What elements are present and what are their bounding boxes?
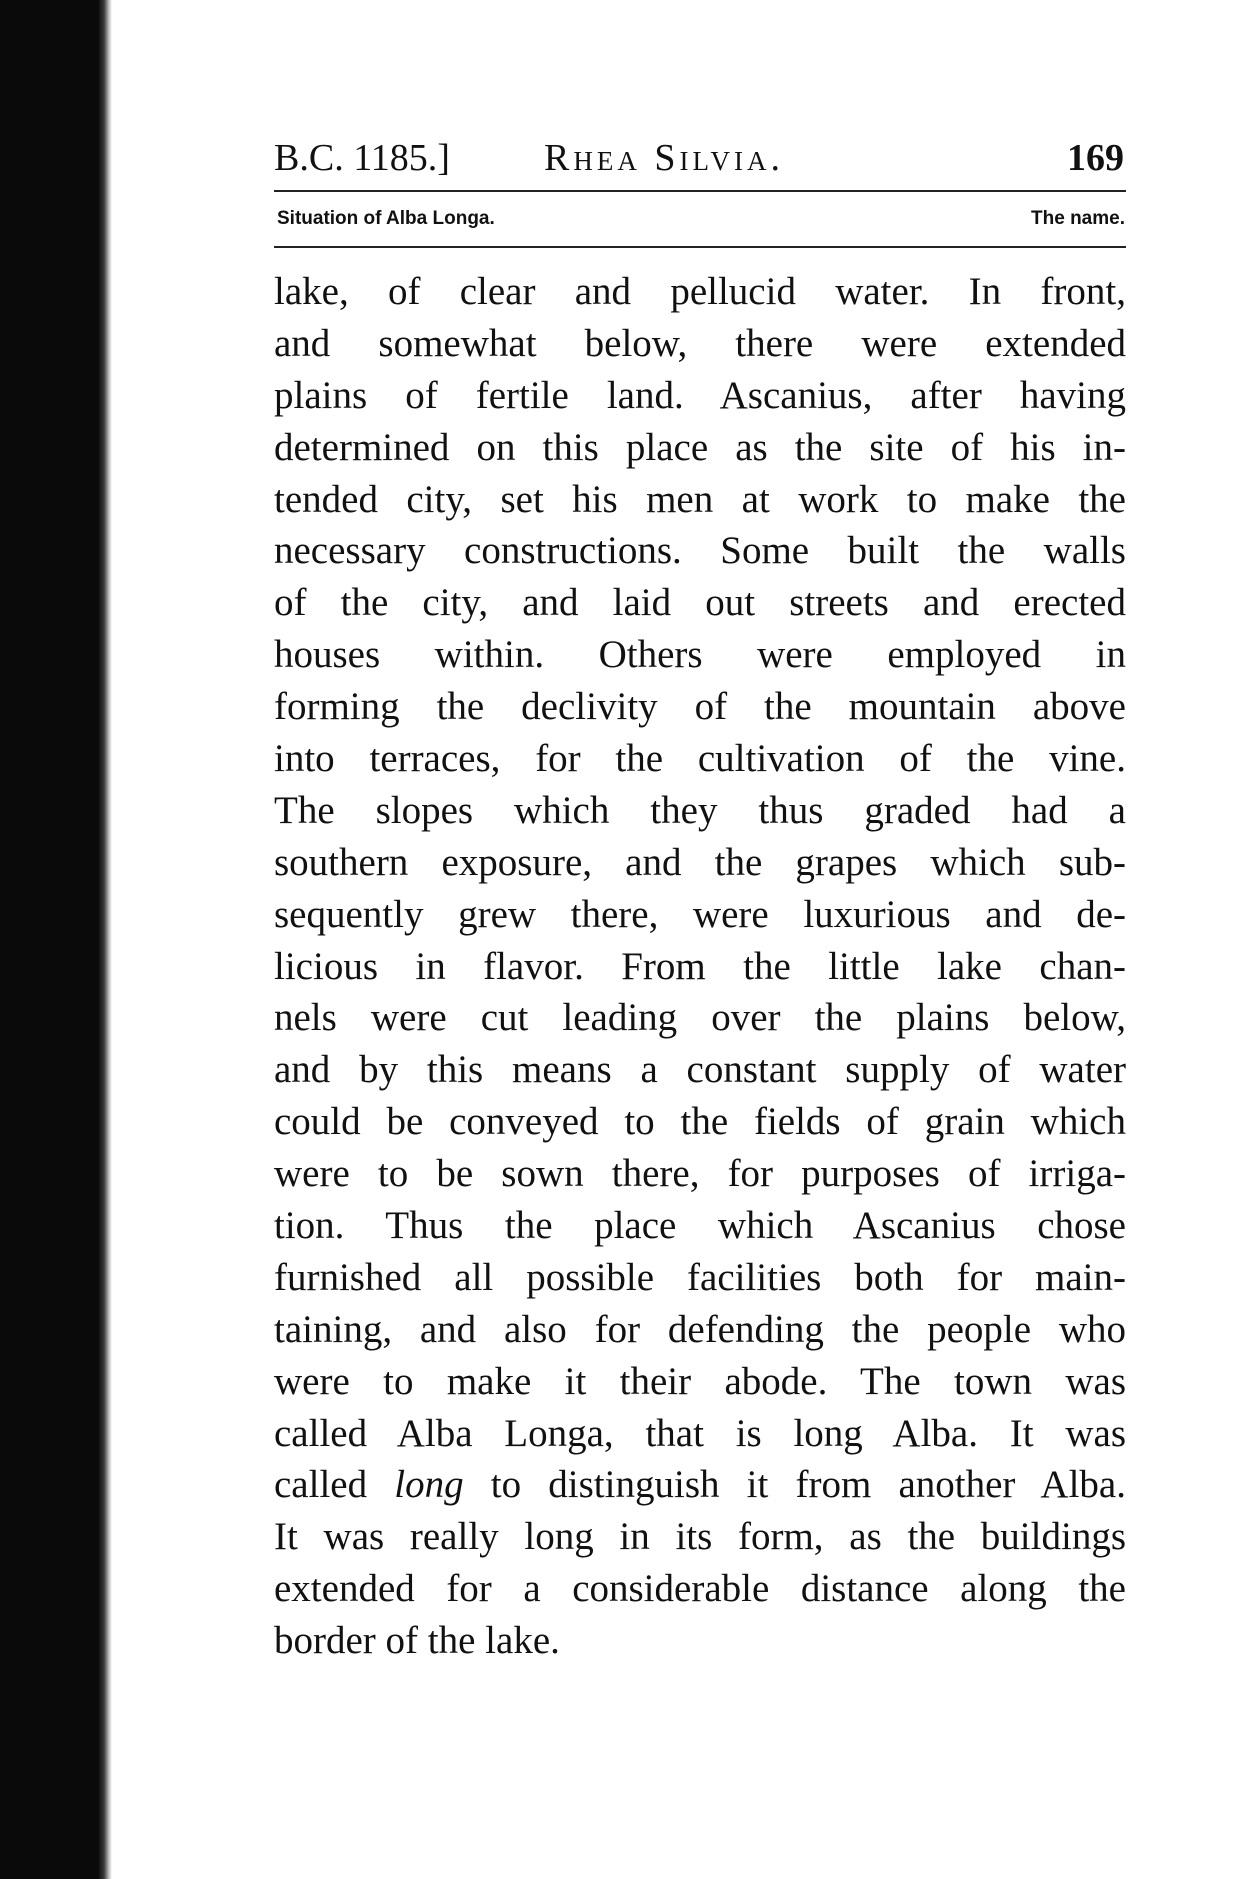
text-line: tended city, set his men at work to make the: [274, 477, 1126, 521]
header-title: Rhea Silvia.: [544, 137, 784, 179]
italic-word: long: [394, 1463, 464, 1507]
text-line: nels were cut leading over the plains below,: [274, 996, 1126, 1040]
text-line: houses within. Others were employed in: [274, 633, 1126, 677]
running-header: [274, 136, 1124, 188]
text-segment: to distinguish it from another Alba.: [463, 1463, 1126, 1507]
text-line: tion. Thus the place which Ascanius chose: [274, 1204, 1126, 1248]
text-line: into terraces, for the cultivation of the vine.: [274, 737, 1126, 781]
text-line: lake, of clear and pellucid water. In front,: [274, 270, 1126, 313]
text-line: and somewhat below, there were extended: [274, 321, 1126, 365]
text-line: furnished all possible facilities both for main-: [274, 1255, 1126, 1299]
text-line: called Alba Longa, that is long Alba. It was: [274, 1411, 1126, 1455]
text-line: of the city, and laid out streets and erected: [274, 581, 1126, 625]
page-binding-edge: [0, 0, 112, 1879]
text-line: and by this means a constant supply of water: [274, 1048, 1126, 1092]
text-line: determined on this place as the site of his in-: [274, 425, 1126, 469]
text-line-last: border of the lake.: [274, 1619, 560, 1663]
subheader-topic-left: Situation of Alba Longa.: [277, 208, 495, 229]
text-line: could be conveyed to the fields of grain which: [274, 1100, 1126, 1144]
text-line: plains of fertile land. Ascanius, after having: [274, 373, 1126, 417]
subheader-topic-right: The name.: [1031, 208, 1125, 229]
text-segment: called: [274, 1463, 395, 1507]
page-number: 169: [1067, 137, 1124, 179]
text-line: southern exposure, and the grapes which sub-: [274, 840, 1126, 884]
text-line: licious in flavor. From the little lake chan-: [274, 944, 1126, 988]
text-line: The slopes which they thus graded had a: [274, 788, 1126, 832]
subheader-rule: [274, 246, 1126, 248]
body-text: [274, 266, 1126, 1667]
text-line: taining, and also for defending the people who: [274, 1307, 1126, 1351]
text-line: extended for a considerable distance along the: [274, 1567, 1126, 1611]
text-line: forming the declivity of the mountain above: [274, 685, 1126, 729]
header-year: B.C. 1185.]: [274, 137, 450, 179]
header-rule: [274, 190, 1126, 192]
text-line: It was really long in its form, as the buildings: [274, 1515, 1126, 1559]
text-line-mixed: [274, 1459, 1126, 1511]
text-line: sequently grew there, were luxurious and de-: [274, 892, 1126, 936]
text-line: necessary constructions. Some built the walls: [274, 529, 1126, 573]
marginal-subheader: [277, 208, 1125, 238]
text-line: were to be sown there, for purposes of irriga-: [274, 1152, 1126, 1196]
text-line: were to make it their abode. The town was: [274, 1359, 1126, 1403]
